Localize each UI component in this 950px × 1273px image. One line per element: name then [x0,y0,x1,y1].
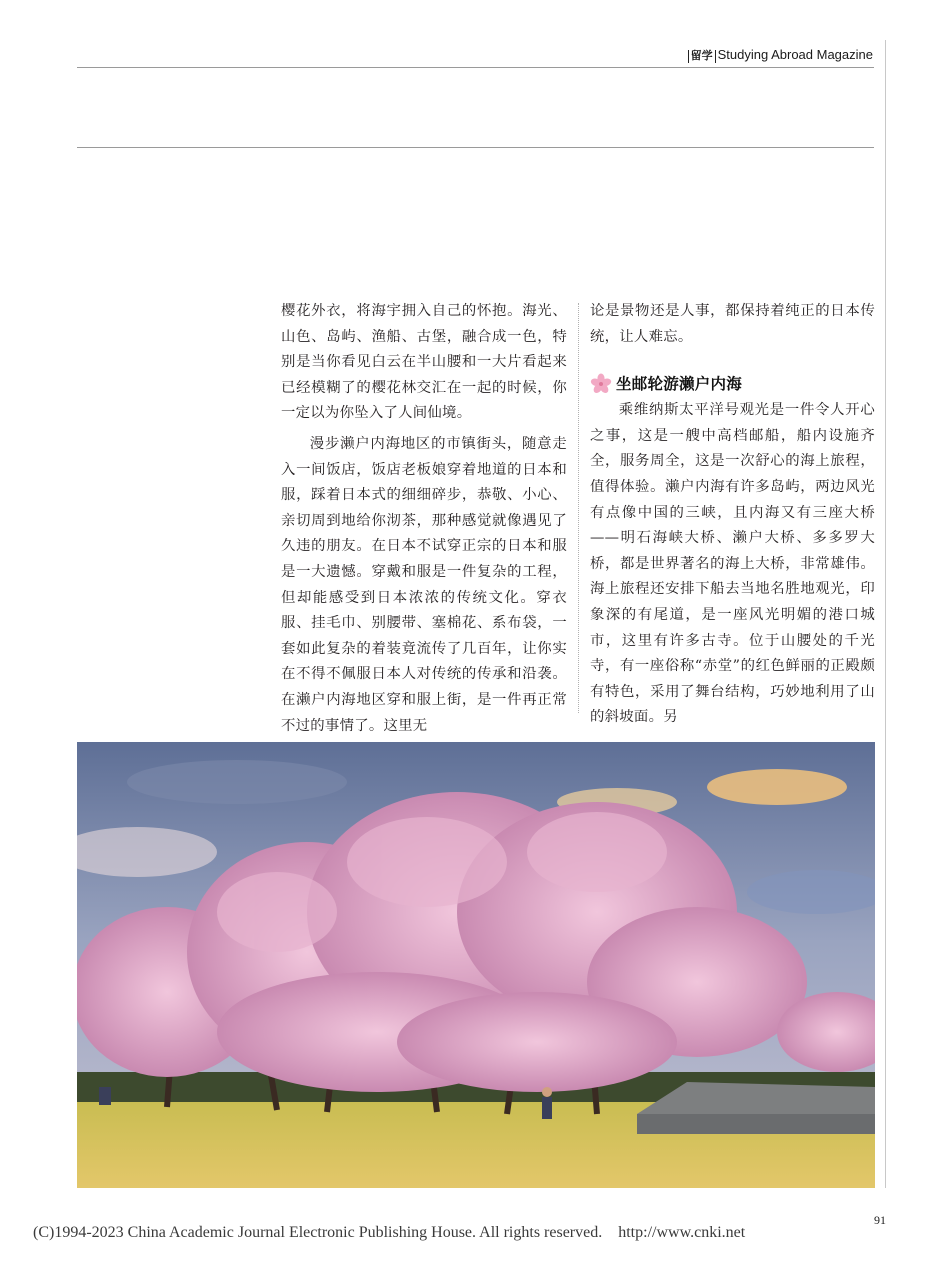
paragraph-cruise: 乘维纳斯太平洋号观光是一件令人开心之事，这是一艘中高档邮船，船内设施齐全，服务周全，这是一次舒心的海上旅程，值得体验。濑户内海有许多岛屿，两边风光有点像中国的三峡，且内海又有三座大桥——明石海峡大桥、濑户大桥、多多罗大桥，都是世界著名的海上大桥，非常雄伟。海上旅程还安排下船去当地名胜地观光，印象深的有尾道，是一座风光明媚的港口城市，这里有许多古寺。位于山腰处的千光寺，有一座俗称“赤堂”的红色鲜丽的正殿颇有特色，采用了舞台结构，巧妙地利用了山的斜坡面。另 [590,402,875,726]
left-column [281,299,567,739]
paragraph-town-walk: 漫步濑户内海地区的市镇街头，随意走入一间饭店，饭店老板娘穿着地道的日本和服，踩着日本式的细细碎步，恭敬、小心、亲切周到地给你沏茶，那种感觉就像遇见了久违的朋友。在日本不试穿正宗的日本和服是一大遗憾。穿戴和服是一件复杂的工程，但却能感受到日本浓浓的传统文化。穿衣服、挂毛巾、别腰带、塞棉花、系布袋，一套如此复杂的着装竟流传了几百年，让你实在不得不佩服日本人对传统的传承和沿袭。在濑户内海地区穿和服上街，是一件再正常不过的事情了。这里无 [281,435,567,734]
magazine-name: Studying Abroad Magazine [717,47,873,62]
magazine-header [688,47,873,63]
page-edge-line [885,40,886,1188]
cherry-blossom-illustration [77,742,875,1188]
copyright-text: (C)1994-2023 China Academic Journal Electronic Publishing House. All rights reserved. [33,1224,603,1241]
header-rule [77,67,874,68]
copyright-footer [33,1224,745,1242]
header-rule-lower [77,147,874,148]
cherry-blossom-photo [77,742,875,1188]
footer-url[interactable]: http://www.cnki.net [618,1224,746,1241]
sakura-flower-icon [590,373,612,395]
column-divider [578,303,579,713]
paragraph-continued-right: 论是景物还是人事，都保持着纯正的日本传统，让人难忘。 [590,303,875,345]
magazine-logo: 留学 [688,50,716,63]
page-number: 91 [874,1213,886,1227]
section-title-text: 坐邮轮游濑户内海 [616,375,743,394]
section-heading [590,370,875,398]
paragraph-continued: 樱花外衣，将海宇拥入自己的怀抱。海光、山色、岛屿、渔船、古堡，融合成一色，特别是当你看见白云在半山腰和一大片看起来已经模糊了的樱花林交汇在一起的时候，你一定以为你坠入了人间仙境。 [281,303,567,422]
right-column [590,299,875,731]
